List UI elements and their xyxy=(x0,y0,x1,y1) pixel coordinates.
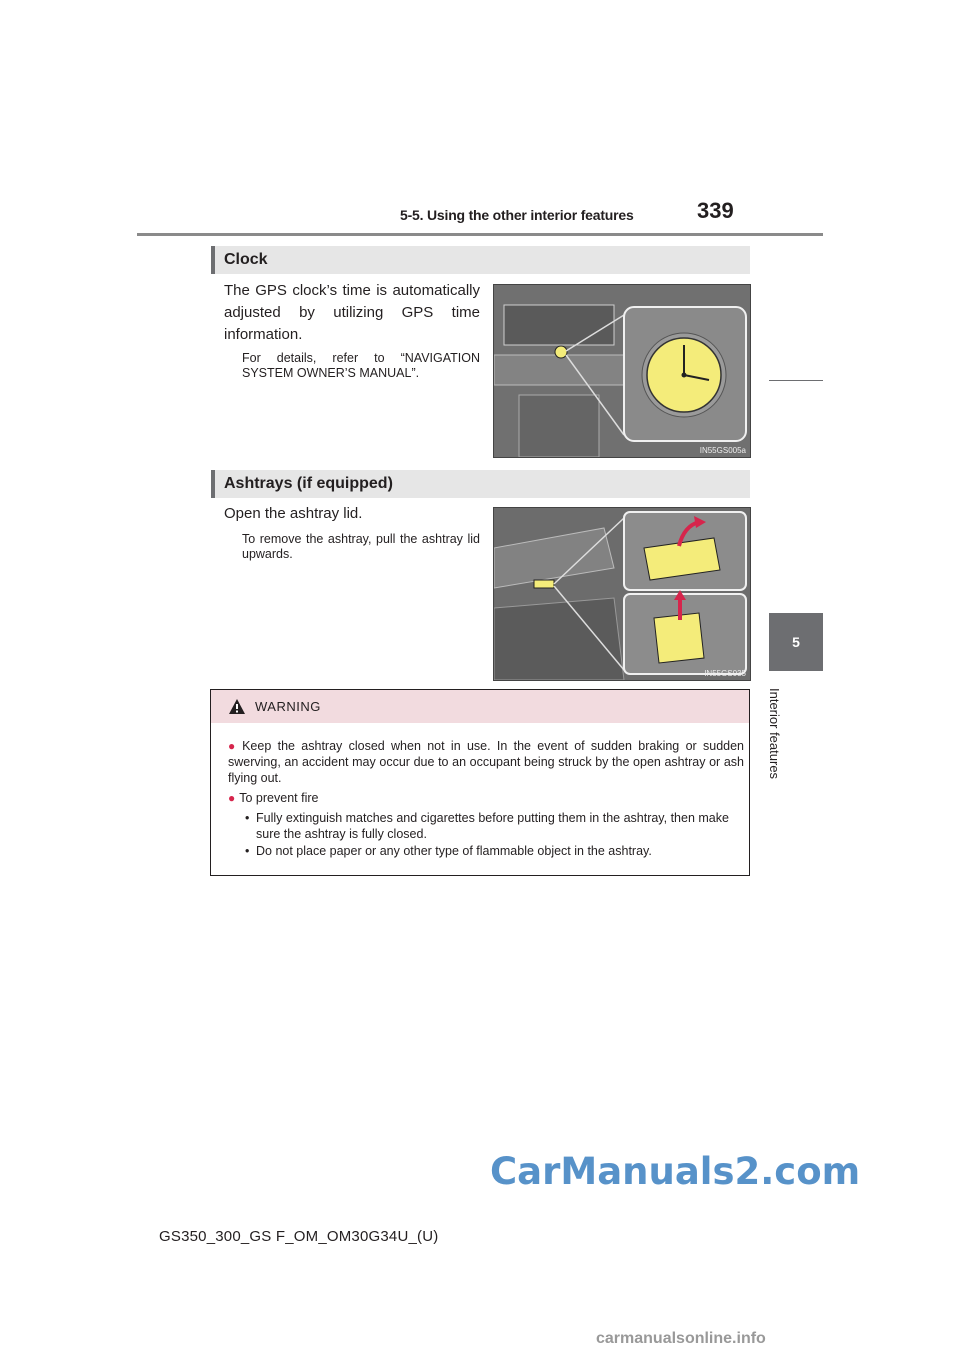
warning-box xyxy=(210,689,750,876)
watermark-url: carmanualsonline.info xyxy=(596,1330,766,1347)
clock-note: For details, refer to “NAVIGATION SYSTEM OWNER’S MANUAL”. xyxy=(242,351,480,380)
bullet-icon: ● xyxy=(228,739,239,753)
running-header: 5-5. Using the other interior features xyxy=(400,207,634,223)
ashtray-body: Open the ashtray lid. xyxy=(224,505,363,522)
chapter-label: Interior features xyxy=(767,688,782,780)
ashtray-illustration xyxy=(494,508,750,680)
chapter-label-wrap xyxy=(766,688,786,788)
page-number: 339 xyxy=(697,198,734,223)
ashtray-note: To remove the ashtray, pull the ashtray lid upwards. xyxy=(242,532,480,561)
ashtray-figure xyxy=(493,507,751,681)
clock-body: The GPS clock’s time is automatically adjusted by utilizing GPS time information. xyxy=(224,282,480,343)
figure-code: IN55GS035 xyxy=(704,669,746,678)
bullet-icon: ● xyxy=(228,791,236,805)
warning-item: ● Keep the ashtray closed when not in use. In the event of sudden braking or sudden swerving, an accident may occur due to an occupant being struck by the open ashtray or ash flying out. xyxy=(228,739,745,785)
warning-sub-item: • Do not place paper or any other type of flammable object in the ashtray. xyxy=(245,844,652,858)
clock-figure xyxy=(493,284,751,458)
section-title: Clock xyxy=(224,251,268,268)
watermark-logo: CarManuals2.com xyxy=(490,1150,861,1193)
chapter-tab: 5 xyxy=(769,613,823,671)
document-code: GS350_300_GS F_OM_OM30G34U_(U) xyxy=(159,1228,439,1245)
warning-sub-item: • Fully extinguish matches and cigarettes before putting them in the ashtray, then make sure the ashtray is fully closed. xyxy=(245,811,729,841)
section-title: Ashtrays (if equipped) xyxy=(224,475,393,492)
tab-rule xyxy=(769,380,823,381)
clock-illustration xyxy=(494,285,750,457)
figure-code: IN55GS005a xyxy=(699,446,746,455)
warning-triangle-icon xyxy=(228,698,246,715)
section-heading-clock xyxy=(211,246,750,274)
warning-title: WARNING xyxy=(255,699,321,714)
warning-item: ● To prevent fire xyxy=(228,791,319,805)
warning-header xyxy=(211,690,749,723)
header-rule xyxy=(137,233,823,236)
section-heading-ashtrays xyxy=(211,470,750,498)
